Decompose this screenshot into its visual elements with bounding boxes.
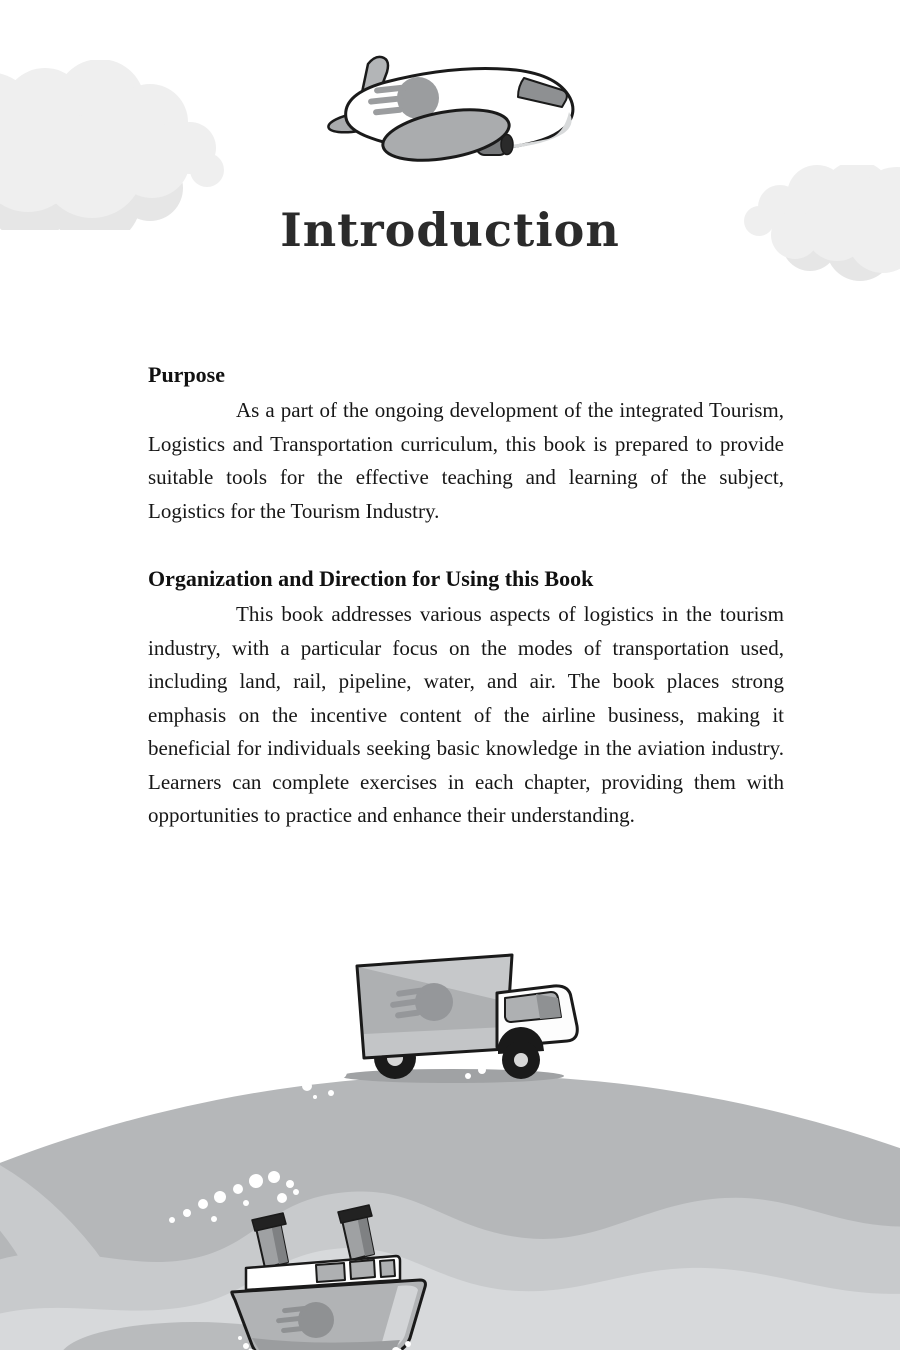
bottom-scene-illustration bbox=[0, 930, 900, 1350]
organization-paragraph: This book addresses various aspects of logistics in the tourism industry, with a particular focus on the modes of transportation used, including land, rail, pipeline, water, and air. The book places strong emphasis on the incentive content of the airline business, making it beneficial for individuals seeking basic knowledge in the aviation industry. Learners can complete exercises in each chapter, providing them with opportunities to practice and enhance their understanding. bbox=[148, 602, 784, 827]
organization-heading: Organization and Direction for Using this Book bbox=[148, 566, 594, 591]
truck-illustration bbox=[357, 955, 577, 1079]
airplane-icon bbox=[327, 57, 573, 169]
page-title: Introduction bbox=[280, 203, 620, 257]
purpose-heading: Purpose bbox=[148, 362, 225, 387]
airplane-illustration bbox=[326, 50, 591, 170]
purpose-paragraph: As a part of the ongoing development of the integrated Tourism, Logistics and Transportation curriculum, this book is prepared to provide suitable tools for the effective teaching and learning of the subject, Logistics for the Tourism Industry. bbox=[148, 398, 784, 523]
page-body bbox=[148, 360, 784, 833]
globe-illustration bbox=[0, 1075, 900, 1350]
